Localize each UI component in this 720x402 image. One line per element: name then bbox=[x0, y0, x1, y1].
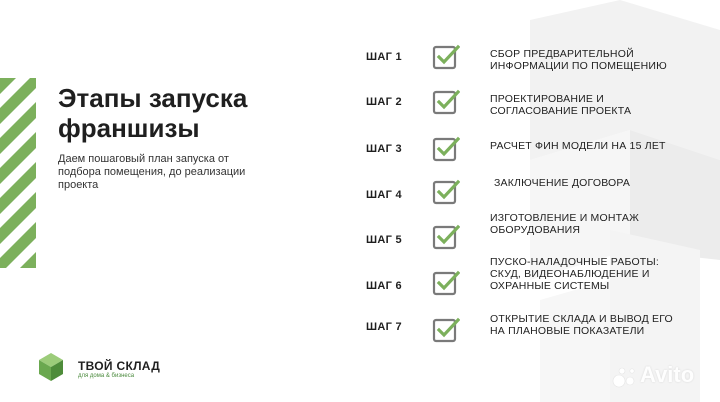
step-description: ОТКРЫТИЕ СКЛАДА И ВЫВОД ЕГО НА ПЛАНОВЫЕ ПОКАЗАТЕЛИ bbox=[490, 313, 673, 337]
step-description: СБОР ПРЕДВАРИТЕЛЬНОЙ ИНФОРМАЦИИ ПО ПОМЕЩЕНИЮ bbox=[490, 48, 667, 72]
checkbox-checked-icon bbox=[432, 224, 460, 252]
step-label: ШАГ 1 bbox=[366, 51, 402, 63]
page-subtitle: Даем пошаговый план запуска от подбора помещения, до реализации проекта bbox=[58, 153, 246, 191]
step-description: ПРОЕКТИРОВАНИЕ И СОГЛАСОВАНИЕ ПРОЕКТА bbox=[490, 93, 632, 117]
checkbox-checked-icon bbox=[432, 44, 460, 72]
page-title: Этапы запуска франшизы bbox=[58, 83, 248, 143]
avito-watermark bbox=[612, 360, 712, 392]
avito-dots-icon bbox=[612, 366, 638, 388]
step-5 bbox=[366, 212, 696, 256]
step-description: ЗАКЛЮЧЕНИЕ ДОГОВОРА bbox=[494, 177, 631, 189]
checkbox-checked-icon bbox=[432, 179, 460, 207]
step-label: ШАГ 5 bbox=[366, 234, 402, 246]
brand-tagline: для дома & бизнеса bbox=[78, 373, 135, 379]
step-description: РАСЧЕТ ФИН МОДЕЛИ НА 15 ЛЕТ bbox=[490, 140, 666, 152]
diagonal-stripes-decoration bbox=[0, 78, 36, 268]
step-4 bbox=[366, 177, 696, 211]
step-description: ПУСКО-НАЛАДОЧНЫЕ РАБОТЫ: СКУД, ВИДЕОНАБЛЮДЕНИЕ И ОХРАННЫЕ СИСТЕМЫ bbox=[490, 256, 660, 292]
step-1 bbox=[366, 42, 696, 76]
step-7 bbox=[366, 315, 696, 349]
step-description: ИЗГОТОВЛЕНИЕ И МОНТАЖ ОБОРУДОВАНИЯ bbox=[490, 212, 640, 236]
checkbox-checked-icon bbox=[432, 270, 460, 298]
step-label: ШАГ 4 bbox=[366, 189, 402, 201]
checkbox-checked-icon bbox=[432, 89, 460, 117]
brand-logo[interactable] bbox=[38, 352, 188, 388]
checkbox-checked-icon bbox=[432, 317, 460, 345]
step-3 bbox=[366, 134, 696, 168]
step-label: ШАГ 3 bbox=[366, 143, 402, 155]
avito-text: Avito bbox=[640, 362, 695, 387]
brand-name: ТВОЙ СКЛАД bbox=[78, 359, 161, 373]
step-2 bbox=[366, 87, 696, 121]
step-6 bbox=[366, 256, 696, 302]
step-label: ШАГ 6 bbox=[366, 280, 402, 292]
checkbox-checked-icon bbox=[432, 136, 460, 164]
green-cube-icon bbox=[38, 352, 64, 382]
step-label: ШАГ 2 bbox=[366, 96, 402, 108]
step-label: ШАГ 7 bbox=[366, 321, 402, 333]
